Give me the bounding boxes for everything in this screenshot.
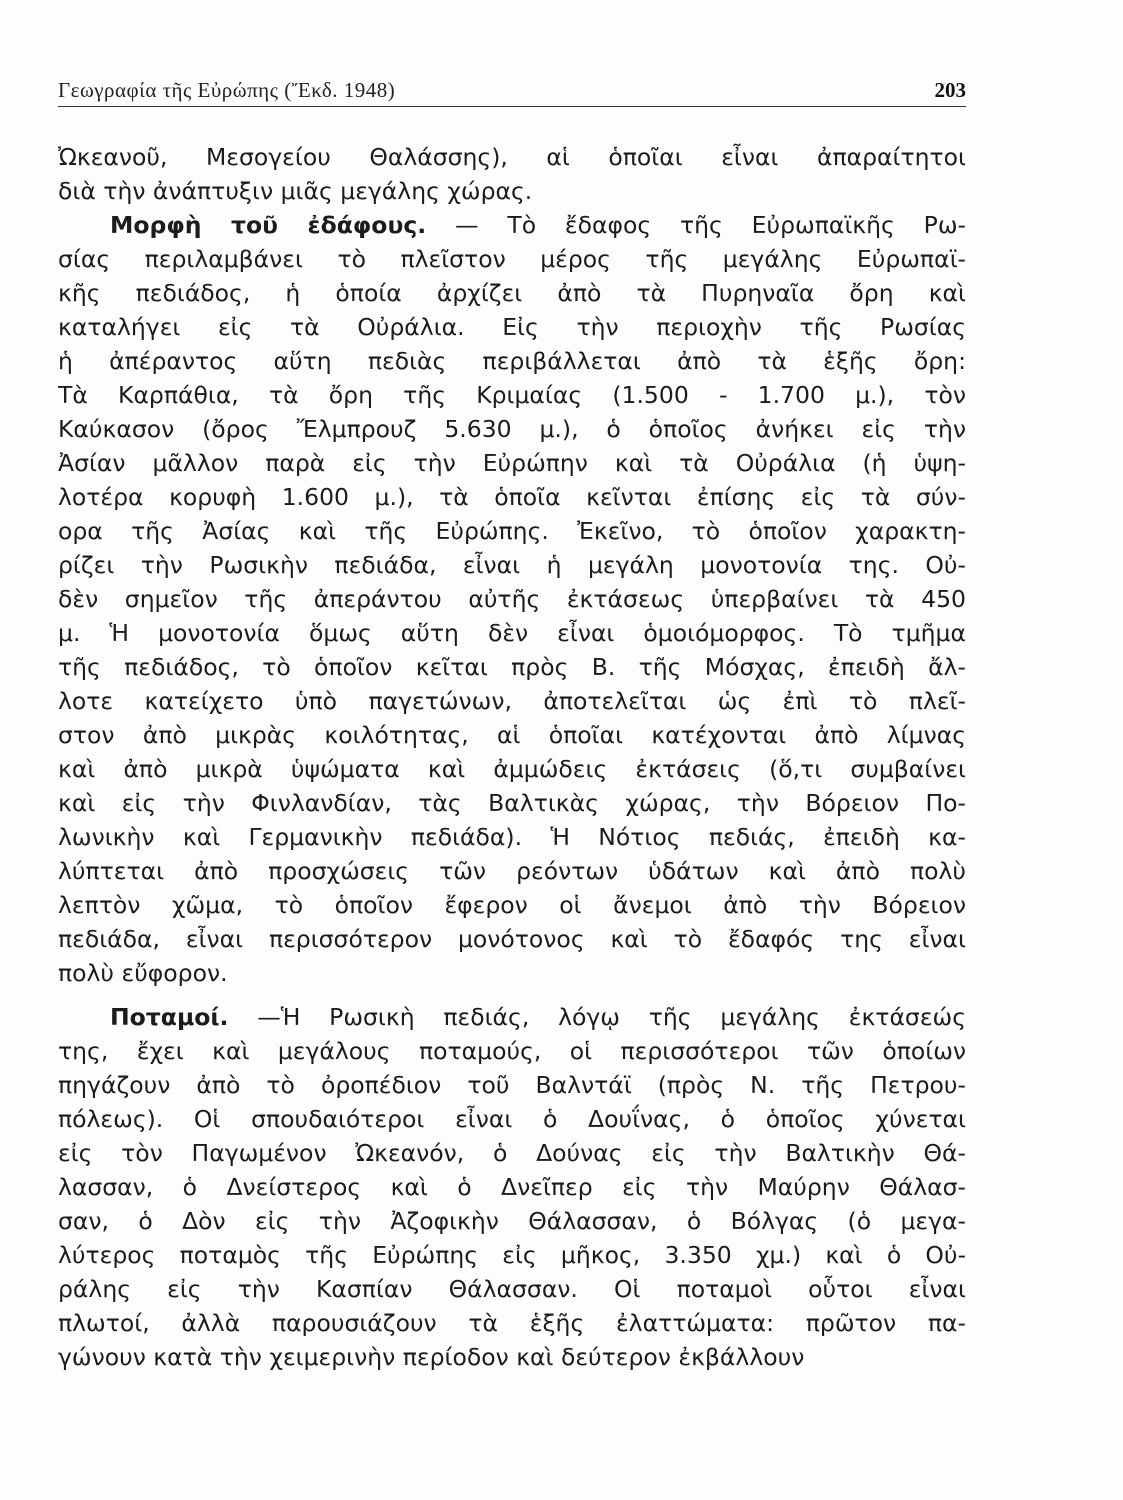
body-text	[58, 140, 966, 1374]
text-line: πόλεως). Οἱ σπουδαιότεροι εἶναι ὁ Δουΐνας, ὁ ὁποῖος χύνεται	[58, 1105, 966, 1133]
text-line: ορα τῆς Ἀσίας καὶ τῆς Εὐρώπης. Ἐκεῖνο, τὸ ὁποῖον χαρακτη-	[58, 517, 966, 545]
text-line: κῆς πεδιάδος, ἡ ὁποία ἀρχίζει ἀπὸ τὰ Πυρηναῖα ὄρη καὶ	[58, 279, 966, 307]
text-line: σίας περιλαμβάνει τὸ πλεῖστον μέρος τῆς μεγάλης Εὐρωπαϊ-	[58, 245, 966, 273]
text-line: λύπτεται ἀπὸ προσχώσεις τῶν ρεόντων ὑδάτων καὶ ἀπὸ πολὺ	[58, 857, 966, 885]
text-line: λύτερος ποταμὸς τῆς Εὐρώπης εἰς μῆκος, 3.350 χμ.) καὶ ὁ Οὐ-	[58, 1241, 966, 1269]
text-line: Ἀσίαν μᾶλλον παρὰ εἰς τὴν Εὐρώπην καὶ τὰ Οὐράλια (ἡ ὑψη-	[58, 449, 966, 477]
text-line: τῆς πεδιάδος, τὸ ὁποῖον κεῖται πρὸς Β. τῆς Μόσχας, ἐπειδὴ ἄλ-	[58, 653, 966, 681]
section-heading-potamoi: Ποταμοί.	[110, 1003, 229, 1031]
text-line: διὰ τὴν ἀνάπτυξιν μιᾶς μεγάλης χώρας.	[58, 177, 533, 205]
section-heading-line	[58, 1000, 966, 1034]
text-line: λεπτὸν χῶμα, τὸ ὁποῖον ἔφερον οἱ ἄνεμοι ἀπὸ τὴν Βόρειον	[58, 891, 966, 919]
text-line: ρίζει τὴν Ρωσικὴν πεδιάδα, εἶναι ἡ μεγάλη μονοτονία της. Οὐ-	[58, 551, 966, 579]
text-line: λοτέρα κορυφὴ 1.600 μ.), τὰ ὁποῖα κεῖνται ἐπίσης εἰς τὰ σύν-	[58, 483, 966, 511]
page-number: 203	[934, 78, 966, 102]
text-line: λασσαν, ὁ Δνείστερος καὶ ὁ Δνεῖπερ εἰς τὴν Μαύρην Θάλασ-	[58, 1173, 966, 1201]
text-line: σαν, ὁ Δὸν εἰς τὴν Ἀζοφικὴν Θάλασσαν, ὁ Βόλγας (ὁ μεγα-	[58, 1207, 966, 1235]
text-line: ἡ ἀπέραντος αὕτη πεδιὰς περιβάλλεται ἀπὸ τὰ ἑξῆς ὄρη:	[58, 347, 966, 375]
text-line: της, ἔχει καὶ μεγάλους ποταμούς, οἱ περισσότεροι τῶν ὁποίων	[58, 1037, 966, 1065]
text-line: καὶ ἀπὸ μικρὰ ὑψώματα καὶ ἀμμώδεις ἐκτάσεις (ὅ,τι συμβαίνει	[58, 755, 966, 783]
section-heading-morfi: Μορφὴ τοῦ ἐδάφους.	[110, 211, 427, 239]
text-line-rest: — Τὸ ἔδαφος τῆς Εὐρωπαϊκῆς Ρω-	[455, 211, 966, 239]
text-line: Καύκασον (ὄρος Ἔλμπρουζ 5.630 μ.), ὁ ὁποῖος ἀνήκει εἰς τὴν	[58, 415, 966, 443]
text-line: λωνικὴν καὶ Γερμανικὴν πεδιάδα). Ἡ Νότιος πεδιάς, ἐπειδὴ κα-	[58, 823, 966, 851]
text-line: καταλήγει εἰς τὰ Οὐράλια. Εἰς τὴν περιοχὴν τῆς Ρωσίας	[58, 313, 966, 341]
text-line: πεδιάδα, εἶναι περισσότερον μονότονος καὶ τὸ ἔδαφός της εἶναι	[58, 925, 966, 953]
section-heading-line	[58, 208, 966, 242]
running-title: Γεωγραφία τῆς Εὐρώπης (Ἔκδ. 1948)	[58, 78, 396, 102]
text-line: εἰς τὸν Παγωμένον Ὠκεανόν, ὁ Δούνας εἰς τὴν Βαλτικὴν Θά-	[58, 1139, 966, 1167]
text-line: στον ἀπὸ μικρὰς κοιλότητας, αἱ ὁποῖαι κατέχονται ἀπὸ λίμνας	[58, 721, 966, 749]
text-line: λοτε κατείχετο ὑπὸ παγετώνων, ἀποτελεῖται ὡς ἐπὶ τὸ πλεῖ-	[58, 687, 966, 715]
text-line: πλωτοί, ἀλλὰ παρουσιάζουν τὰ ἑξῆς ἐλαττώματα: πρῶτον πα-	[58, 1309, 966, 1337]
text-line-rest: —Ἡ Ρωσικὴ πεδιάς, λόγῳ τῆς μεγάλης ἐκτάσεώς	[257, 1003, 966, 1031]
text-line: μ. Ἡ μονοτονία ὅμως αὕτη δὲν εἶναι ὁμοιόμορφος. Τὸ τμῆμα	[58, 619, 966, 647]
text-line: πηγάζουν ἀπὸ τὸ ὀροπέδιον τοῦ Βαλντάϊ (πρὸς Ν. τῆς Πετρου-	[58, 1071, 966, 1099]
text-line: πολὺ εὔφορον.	[58, 959, 228, 987]
text-line: δὲν σημεῖον τῆς ἀπεράντου αὐτῆς ἐκτάσεως ὑπερβαίνει τὰ 450	[58, 585, 966, 613]
paragraph-gap	[58, 990, 966, 1000]
text-line: Ὠκεανοῦ, Μεσογείου Θαλάσσης), αἱ ὁποῖαι εἶναι ἀπαραίτητοι	[58, 143, 966, 171]
text-line: Τὰ Καρπάθια, τὰ ὄρη τῆς Κριμαίας (1.500 - 1.700 μ.), τὸν	[58, 381, 966, 409]
running-head	[58, 76, 966, 107]
text-line: γώνουν κατὰ τὴν χειμερινὴν περίοδον καὶ δεύτερον ἐκβάλλουν	[58, 1343, 805, 1371]
text-line: καὶ εἰς τὴν Φινλανδίαν, τὰς Βαλτικὰς χώρας, τὴν Βόρειον Πο-	[58, 789, 966, 817]
text-line: ράλης εἰς τὴν Κασπίαν Θάλασσαν. Οἱ ποταμοὶ οὗτοι εἶναι	[58, 1275, 966, 1303]
